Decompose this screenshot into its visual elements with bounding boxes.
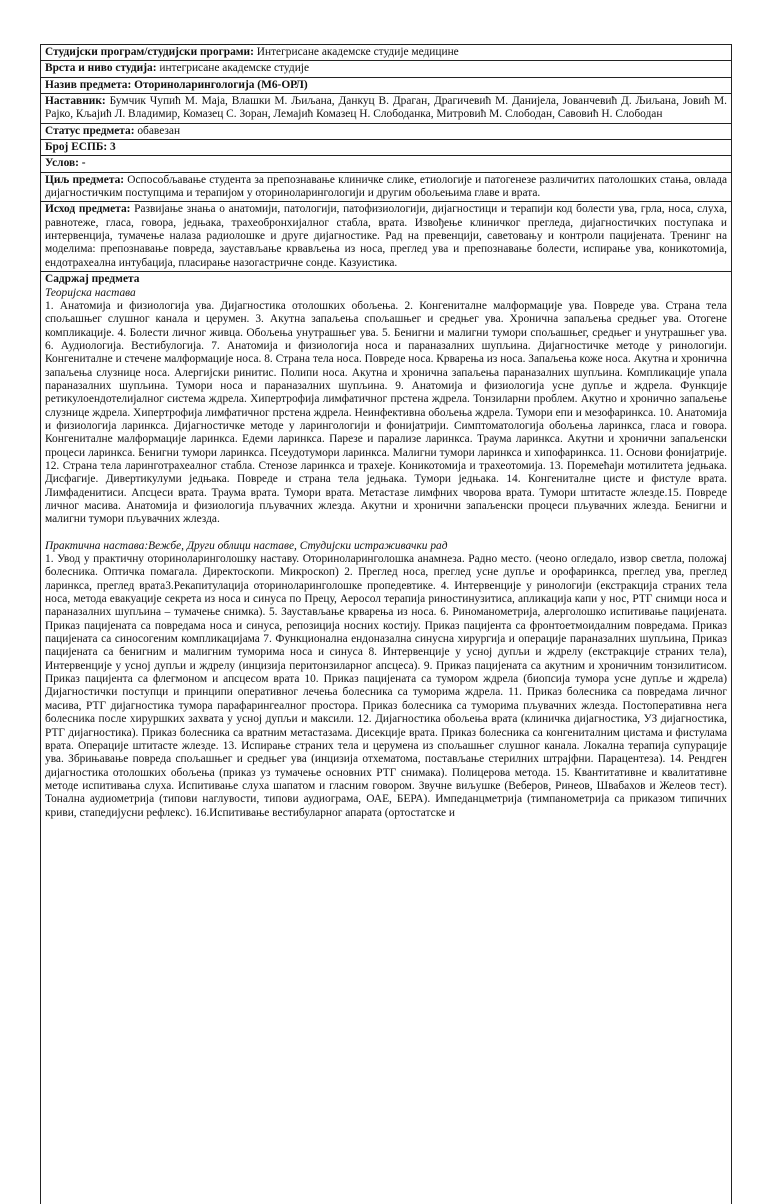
subject-label: Назив предмета: Оториноларингологија (М6-ОРЛ) <box>45 78 308 91</box>
outcome-row <box>41 202 731 272</box>
espb-row <box>41 140 731 156</box>
theory-text: 1. Анатомија и физиологија ува. Дијагностика отолошких обољења. 2. Конгениталне малформације ува. Повреде ува. Страна тела спољашњег слушног канала и церумен. 3. Акутна запаљења спољашњег и средњег ува. Хронична запаљења средњег ува. Отогене компликације. 4. Болести личног живца. Обољења унутрашњег ува. 5. Бенигни и малигни тумори спољашњег, средњег и унутрашњег ува. 6. Аудиологија. Вестибулогија. 7. Анатомија и физиологија носа и параназалних шупљина. Дијагностичке методе у ринологији. Конгениталне и стечене малформације носа. 8. Страна тела носа. Повреде носа. Крварења из носа. Запаљења коже носа. Акутна и хронична запаљења слузнице носа. Алергијски ринитис. Полипи носа. Акутна и хронична запаљења параназалних шупљина. Компликације упала параназалних шупљина. Тумори носа и параназалних шупљина. 9. Анатомија и физиологија усне дупље и ждрела. Функције ретикулоендотелијалног система ждрела. Хипертрофија лимфатичног прстена ждрела. Тонзиларни проблем. Акутно и хронично запаљење слузнице ждрела. Хипертрофија лимфатичног прстена ждрела. Неинфективна обољења ждрела. Тумори епи и мезофаринкса. 10. Анатомија и физиологија ларинкса. Дијагностичке методе у ларингологији и фонијатрији. Симптоматологија обољења ларинкса, гласа и говора. Конгениталне малформације ларинкса. Едеми ларинкса. Парезе и парализе ларинкса. Траума ларинкса. Акутни и хронични запаљенски процеси ларинкса. Бенигни тумори ларинкса. Псеудотумори ларинкса. Малигни тумори ларинкса и хипофаринкса. 11. Основи фонијатрије. 12. Страна тела ларинготрахеалног стабла. Стенозе ларинкса и трахеје. Коникотомија и трахеотомија. 13. Поремећаји мотилитета једњака. Дисфагије. Дивертикулуми једњака. Повреде и страна тела једњака. Тумори једњака. 14. Конгениталне цисте и фистуле врата. Лимфаденитиси. Апсцеси врата. Траума врата. Тумори врата. Метастазе лимфних чворова врата. Тумори штитасте жлезде.15. Повреде личног масива. Анатомија и физиологија пљувачних жлезда. Акутни и хронични запаљенски процеси пљувачних жлезда. Бенигни и малигни тумори пљувачних жлезда. <box>45 299 727 526</box>
program-label: Студијски програм/студијски програми: <box>45 46 254 58</box>
theory-heading: Теоријска настава <box>45 286 136 299</box>
teachers-row <box>41 94 731 124</box>
outcome-value: Развијање знања о анатомији, патологији, патофизиологији, дијагностици и терапији код болести ува, грла, носа, слуха, равнотеже, гласа, говора, једњака, трахеобронхијалног стабла, врата. Извођење клиничког прегледа, дијагностичких поступака и интервенција, тумачење налаза радиолошке и друге дијагностике. Рад на превенцији, саветовању и контроли пацијената. Тренинг на моделима: препознавање повреда, заустављање крвављења из носа, преглед ува и препознавање болести, испирање ува, коникотомија, ендотрахеална интубација, пласирање назогастричне сонде. Казуистика. <box>45 203 727 269</box>
goal-value: Оспособљавање студента за препознавање клиничке слике, етиологије и патогенезе различитих патолошких стања, овлада дијагностичким поступцима и терапијом у оториноларингологији и другим обољењима главе и врата. <box>45 173 728 200</box>
teachers-label: Наставник: <box>45 95 106 108</box>
teachers-value: Бумчик Чупић М. Маја, Влашки М. Љиљана, Данкуц В. Драган, Драгичевић М. Данијела, Јованчевић Д. Љиљана, Јовић М. Рајко, Кљајић Л. Владимир, Комазец С. Зоран, Лемајић Комазец Н. Слободанка, Митровић М. Слободан, Савовић Н. Слободан <box>45 95 727 121</box>
spacer <box>45 527 727 540</box>
practice-text: 1. Увод у практичну оториноларинголошку наставу. Оториноларинголошка анамнеза. Радно место. (чеоно огледало, извор светла, положај болесника. Оптичка помагала. Директоскопи. Микроскоп) 2. Преглед носа, преглед усне дупље и орофаринкса, преглед ува, преглед ларинкса, преглед врата3.Рекапитулација оториноларинголошке пропедевтике. 4. Интервенције у ринологији (екстракција страних тела носа, метода евакуације секрета из носа и синуса по Прецу, Аеросол терапија риностинузитиса, апликација капи у нос, РТГ снимци носа и параназалних шупљина – тумачење снимка). 5. Заустављање крварења из носа. 6. Риноманометрија, алерголошко испитивање пацијената. Приказ пацијената са повредама носа и синуса, репозиција носних костију. Приказ пацијента са фронтоетмоидалним повредама. Приказ пацијената са синосогеним компликацијама 7. Функционална ендоназална синусна хирургија и операције параназалних шупљина, Приказ пацијената са бенигним и малигним туморима носа и синуса 8. Интервенције у усној дупљи и ждрелу (екстракције страних тела), Интервенције у усној дупљи и ждрелу (инцизија перитонзиларног апсцеса). 9. Приказ пацијената са акутним и хроничним тонзилитисом. Приказ пацијента са флегмоном и апсцесом врата 10. Приказ пацијената са тумором ждрела (биопсија тумора усне дупље и ждрела) Дијагностички поступци и принципи оперативног лечења болесника са туморима ждрела. 11. Приказ болесника са повредама личног масива, РТГ дијагностика тумора парафарингеалног простора. Приказ болесника са туморима пљувачних жлезда. Постоперативна нега болесника после хируршких захвата у усној дупљи и максили. 12. Дијагностика обољења врата (клиничка дијагностика, УЗ дијагностика, РТГ дијагностика). Приказ болесника са вратним метастазама. Дисекције врата. Приказ болесника са конгениталним цистама и фистулама врата. Операције штитасте жлезде. 13. Испирање страних тела и церумена из спољашњег слушног канала. Локална терапија супурације ува. Збрињавање повреда спољашњег и средњег ува (инцизија отхематома, постављање стерилних штрајфни. Парацентеза). 14. Рендген дијагностика отолошких обољења (приказ уз тумачење основних РТГ снимака). Полицерова метода. 15. Квантитативне и квалитативне методе испитивања слуха. Испитивање слуха шапатом и гласним говором. Звучне виљушке (Веберов, Ринеов, Швабахов и Желеов тест). Тонална аудиометрија (типови наглувости, типови аудиограма, ОАЕ, БЕРА). Импеданцметрија (тимпанометрија са приказом типичних криви, стапедијусни рефлекс). 16.Испитивање вестибуларног апарата (ортостатске и <box>45 553 727 819</box>
content-row <box>41 272 731 1204</box>
practice-heading: Практична настава:Вежбе, Други облици наставе, Студијски истраживачки рад <box>45 539 448 552</box>
study-type-value: интегрисане академске студије <box>156 62 310 75</box>
goal-label: Циљ предмета: <box>45 173 125 186</box>
outcome-label: Исход предмета: <box>45 203 131 216</box>
course-table <box>40 44 732 1204</box>
espb-label: Број ЕСПБ: 3 <box>45 141 116 154</box>
goal-row <box>41 173 731 203</box>
subject-row <box>41 78 731 94</box>
status-value: обавезан <box>134 124 181 137</box>
study-type-label: Врста и ниво студија: <box>45 62 157 75</box>
study-type-row <box>41 61 731 77</box>
program-value: Интегрисане академске студије медицине <box>253 46 459 58</box>
program-row <box>41 45 731 61</box>
content-heading: Садржај предмета <box>45 273 140 286</box>
condition-label: Услов: - <box>45 157 86 170</box>
status-label: Статус предмета: <box>45 124 135 137</box>
condition-row <box>41 156 731 172</box>
status-row <box>41 124 731 140</box>
